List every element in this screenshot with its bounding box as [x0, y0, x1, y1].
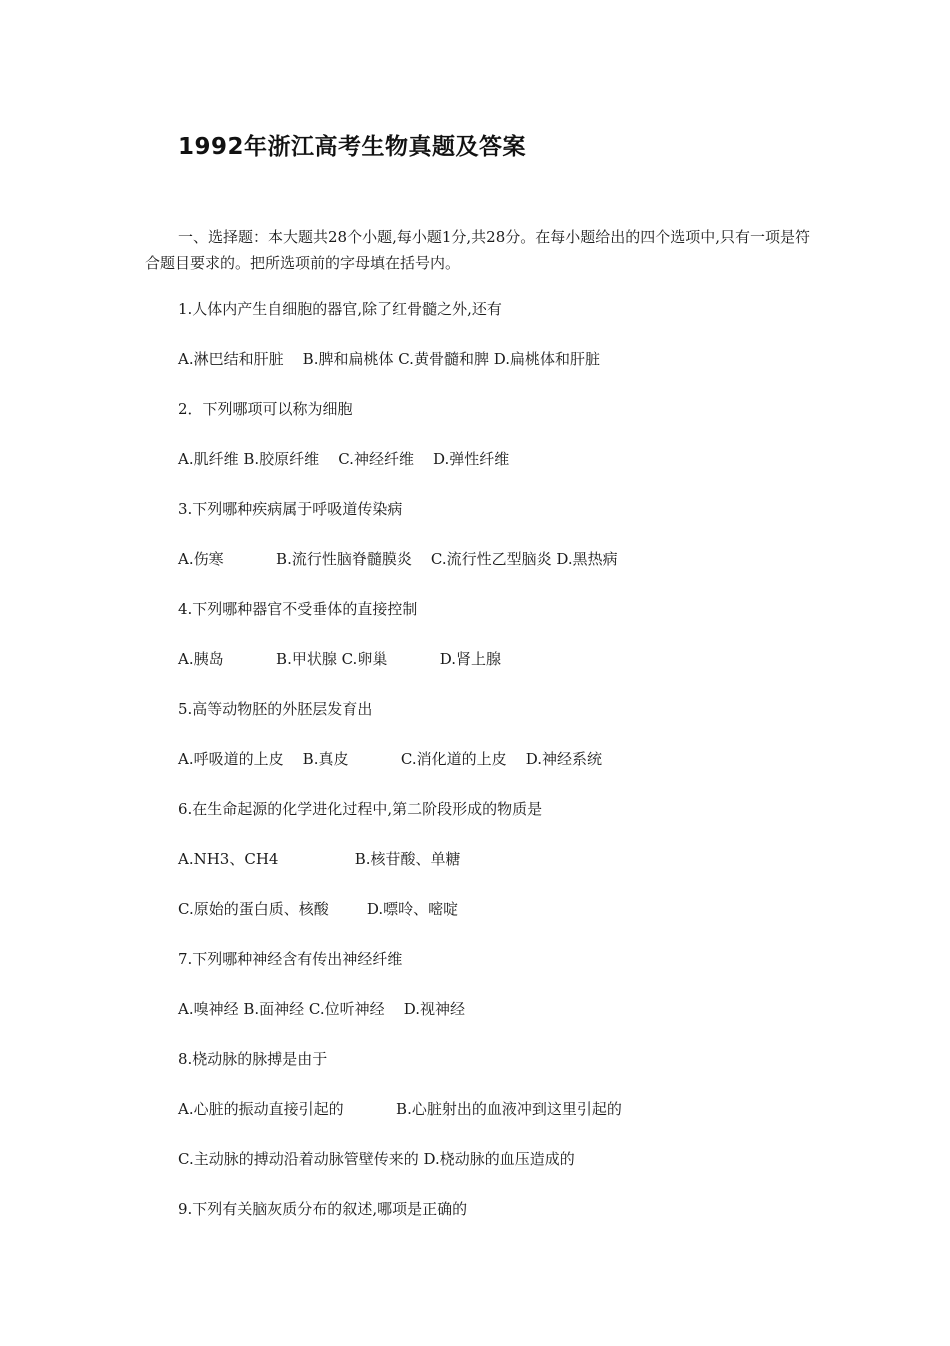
question-3: 3.下列哪种疾病属于呼吸道传染病: [178, 500, 403, 518]
question-7: 7.下列哪种神经含有传出神经纤维: [178, 950, 403, 968]
question-1-options: A.淋巴结和肝脏 B.脾和扁桃体 C.黄骨髓和脾 D.扁桃体和肝脏: [178, 350, 600, 368]
question-1: 1.人体内产生自细胞的器官,除了红骨髓之外,还有: [178, 300, 502, 318]
page-title: 1992年浙江高考生物真题及答案: [178, 134, 527, 160]
question-4: 4.下列哪种器官不受垂体的直接控制: [178, 600, 418, 618]
question-2: 2．下列哪项可以称为细胞: [178, 400, 353, 418]
question-4-options: A.胰岛 B.甲状腺 C.卵巢 D.肾上腺: [178, 650, 502, 668]
question-2-options: A.肌纤维 B.胶原纤维 C.神经纤维 D.弹性纤维: [178, 450, 510, 468]
question-3-options: A.伤寒 B.流行性脑脊髓膜炎 C.流行性乙型脑炎 D.黑热病: [178, 550, 618, 568]
question-5: 5.高等动物胚的外胚层发育出: [178, 700, 373, 718]
question-8-options-cd: C.主动脉的搏动沿着动脉管壁传来的 D.桡动脉的血压造成的: [178, 1150, 575, 1168]
question-6: 6.在生命起源的化学进化过程中,第二阶段形成的物质是: [178, 800, 543, 818]
question-5-options: A.呼吸道的上皮 B.真皮 C.消化道的上皮 D.神经系统: [178, 750, 602, 768]
question-8-options-ab: A.心脏的振动直接引起的 B.心脏射出的血液冲到这里引起的: [178, 1100, 622, 1118]
question-8: 8.桡动脉的脉搏是由于: [178, 1050, 328, 1068]
question-6-options-ab: A.NH3、CH4 B.核苷酸、单糖: [178, 850, 461, 868]
question-7-options: A.嗅神经 B.面神经 C.位听神经 D.视神经: [178, 1000, 465, 1018]
question-9: 9.下列有关脑灰质分布的叙述,哪项是正确的: [178, 1200, 468, 1218]
section-intro: 一、选择题：本大题共28个小题,每小题1分,共28分。在每小题给出的四个选项中,只有一项是符合题目要求的。把所选项前的字母填在括号内。: [145, 228, 811, 272]
question-6-options-cd: C.原始的蛋白质、核酸 D.嘌呤、嘧啶: [178, 900, 459, 918]
